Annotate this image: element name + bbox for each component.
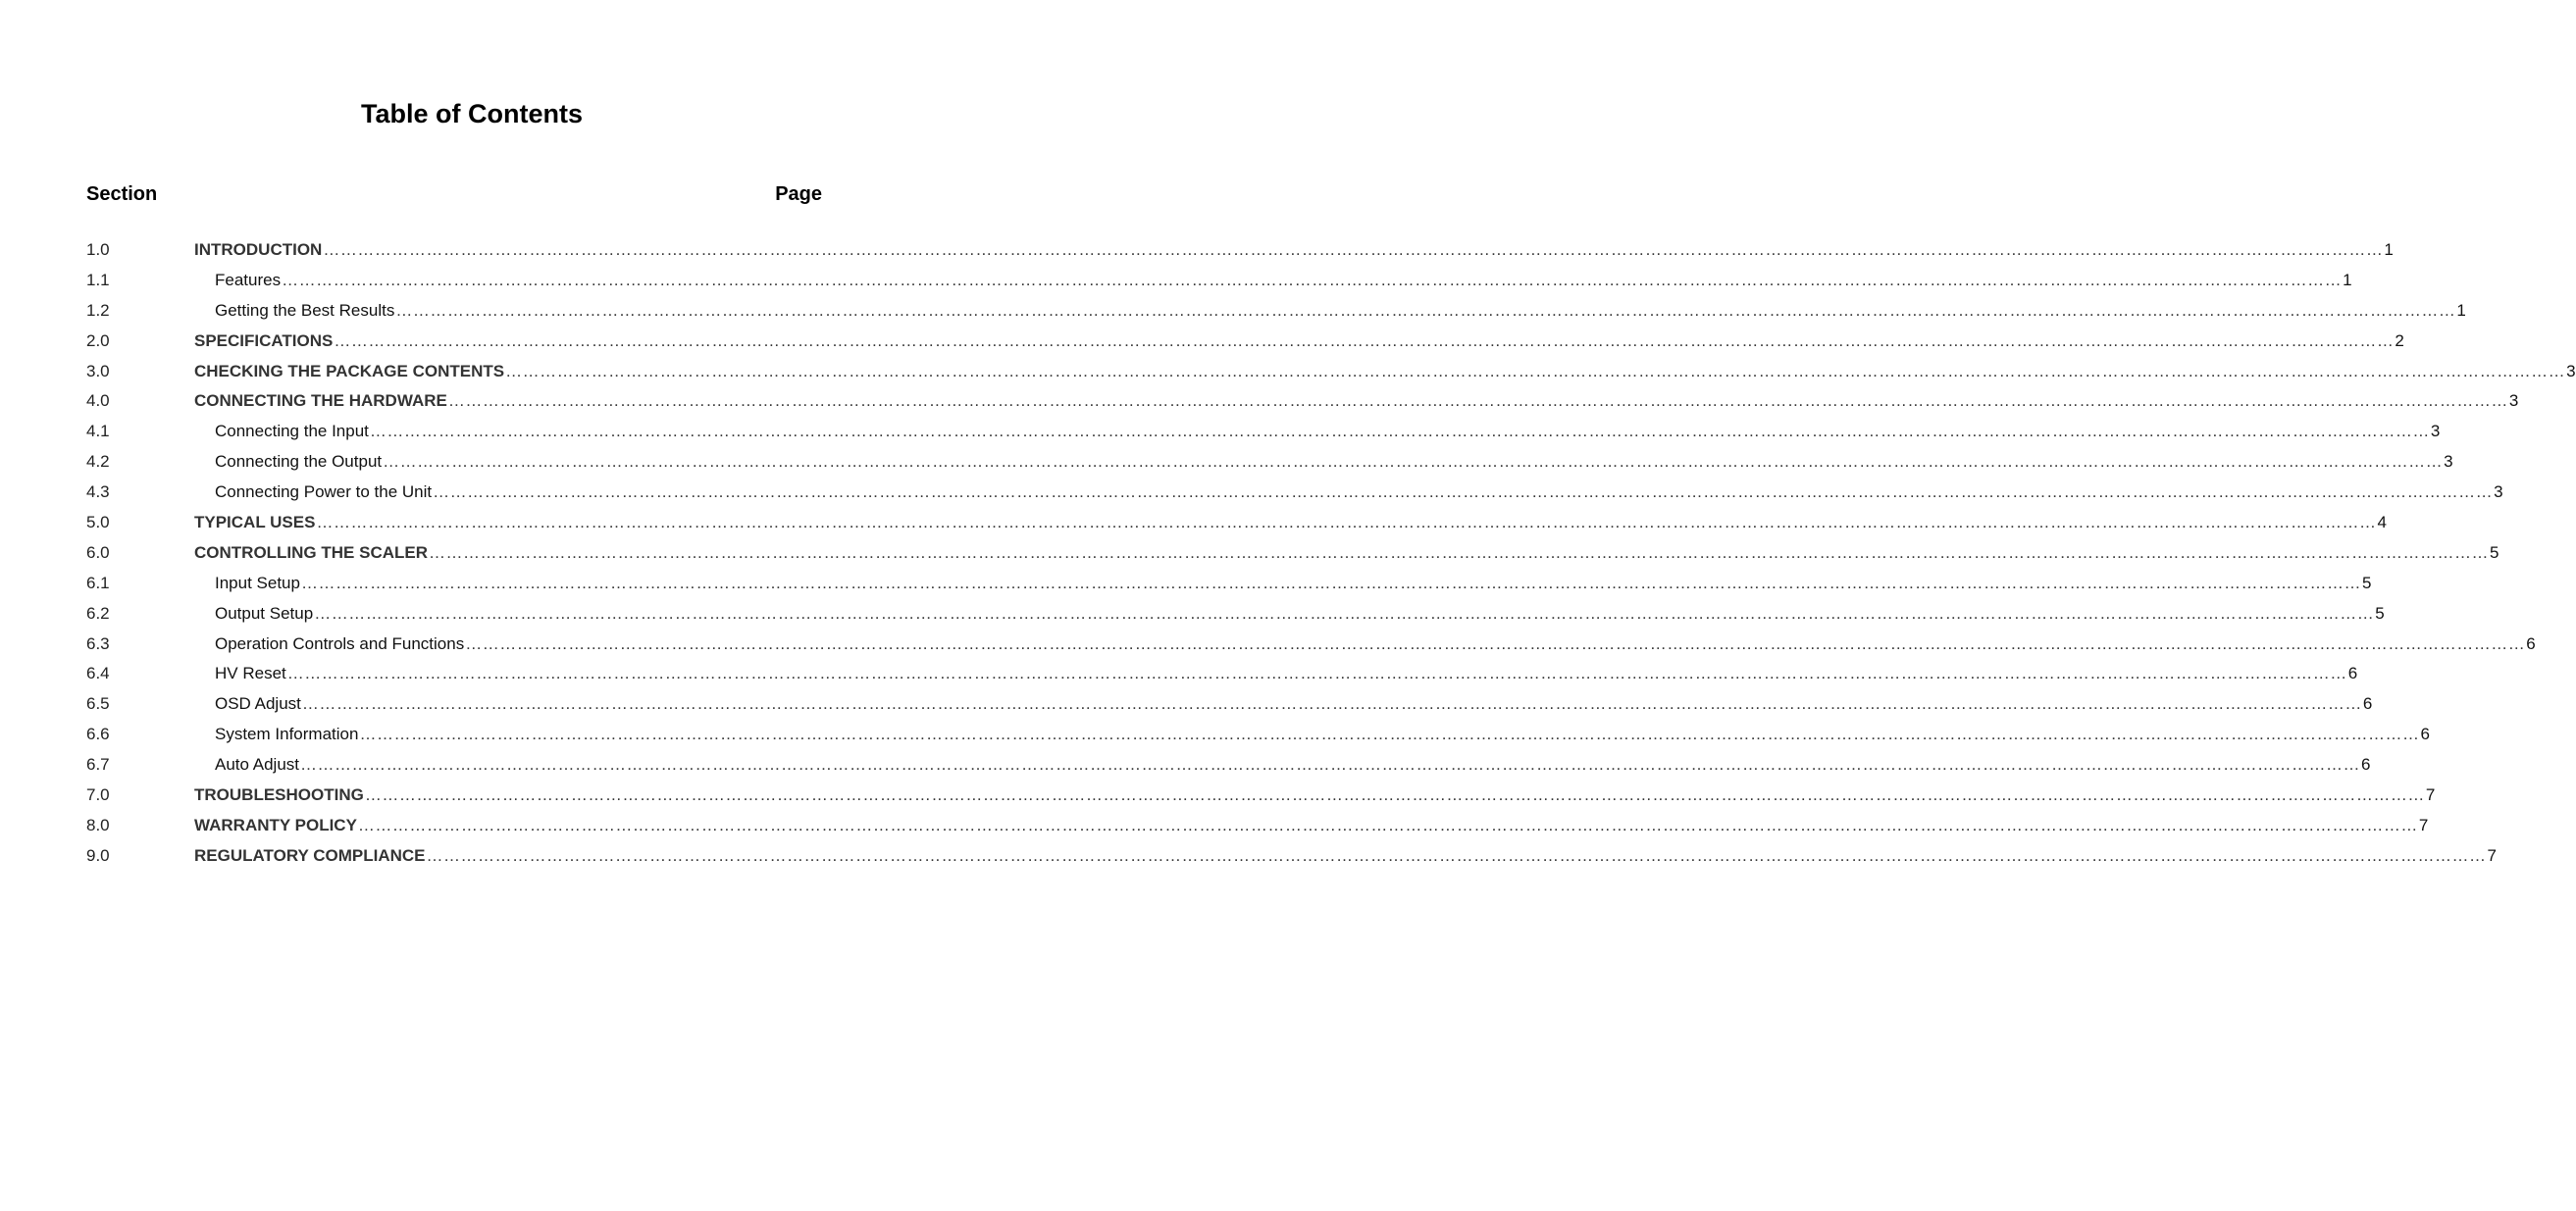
toc-entry-line xyxy=(194,842,2497,870)
toc-entry-line xyxy=(215,631,2536,658)
toc-entry-title: WARRANTY POLICY xyxy=(194,815,357,834)
toc-entry-line xyxy=(194,236,2394,264)
toc-entry-line xyxy=(215,448,2453,476)
toc-entry[interactable] xyxy=(0,418,2441,448)
toc-entry-title: OSD Adjust xyxy=(215,694,301,714)
dot-leader: ……………………………………………………………………………………………………………………………………………………………………………………………………………………………………………………………………………………………………………………………… xyxy=(465,633,2526,653)
toc-entry-line xyxy=(215,267,2352,294)
dot-leader: ……………………………………………………………………………………………………………………………………………………………………………………………………………………………………………………………………………………………………………………………… xyxy=(316,513,2377,532)
toc-entry[interactable] xyxy=(0,570,2372,600)
toc-entry[interactable] xyxy=(0,600,2385,631)
dot-leader: ……………………………………………………………………………………………………………………………………………………………………………………………………………………………………………………………………………………………………………………………… xyxy=(395,300,2456,320)
dot-leader: ……………………………………………………………………………………………………………………………………………………………………………………………………………………………………………………………………………………………………………………………… xyxy=(334,330,2395,350)
toc-entry-title: INTRODUCTION xyxy=(194,240,323,259)
toc-entry-line xyxy=(215,297,2466,325)
toc-entry-number: 4.2 xyxy=(86,452,110,472)
toc-entry[interactable] xyxy=(0,236,2394,267)
dot-leader: ……………………………………………………………………………………………………………………………………………………………………………………………………………………………………………………………………………………………………………………………… xyxy=(301,694,2362,714)
toc-entry-page: 6 xyxy=(2361,755,2371,775)
toc-entry[interactable] xyxy=(0,448,2453,479)
section-column-header: Section xyxy=(86,183,158,205)
toc-entry-number: 6.5 xyxy=(86,694,110,714)
toc-entry-title: System Information xyxy=(215,725,359,744)
toc-entry-line xyxy=(194,539,2499,567)
toc-entry-page: 3 xyxy=(2508,391,2519,411)
toc-entry-line xyxy=(215,751,2371,779)
toc-list xyxy=(0,236,2576,873)
toc-entry-title: HV Reset xyxy=(215,664,286,683)
toc-entry-title: Output Setup xyxy=(215,603,314,623)
toc-entry-line xyxy=(215,721,2430,748)
toc-entry-number: 6.2 xyxy=(86,603,110,623)
toc-entry-number: 6.1 xyxy=(86,573,110,592)
dot-leader: ……………………………………………………………………………………………………………………………………………………………………………………………………………………………………………………………………………………………………………………………… xyxy=(323,240,2384,259)
toc-entry-number: 8.0 xyxy=(86,815,110,834)
toc-entry-title: Operation Controls and Functions xyxy=(215,633,465,653)
dot-leader: ……………………………………………………………………………………………………………………………………………………………………………………………………………………………………………………………………………………………………………………………… xyxy=(369,422,2430,441)
toc-entry-page: 2 xyxy=(2395,330,2404,350)
toc-entry-page: 1 xyxy=(2456,300,2466,320)
toc-entry-page: 7 xyxy=(2418,815,2429,834)
dot-leader: ……………………………………………………………………………………………………………………………………………………………………………………………………………………………………………………………………………………………………………………………… xyxy=(505,361,2566,380)
toc-entry-line xyxy=(194,387,2519,415)
toc-entry-title: TROUBLESHOOTING xyxy=(194,785,364,805)
dot-leader: ……………………………………………………………………………………………………………………………………………………………………………………………………………………………………………………………………………………………………………………………… xyxy=(314,603,2375,623)
toc-entry[interactable] xyxy=(0,812,2429,842)
toc-entry-line xyxy=(215,479,2503,506)
toc-entry-number: 4.3 xyxy=(86,482,110,502)
toc-entry[interactable] xyxy=(0,358,2576,388)
dot-leader: ……………………………………………………………………………………………………………………………………………………………………………………………………………………………………………………………………………………………………………………………… xyxy=(383,452,2444,472)
toc-entry-line xyxy=(215,418,2441,445)
toc-entry-page: 1 xyxy=(2343,270,2352,289)
toc-entry-page: 7 xyxy=(2487,845,2497,865)
toc-entry[interactable] xyxy=(0,660,2358,690)
toc-entry[interactable] xyxy=(0,842,2497,873)
dot-leader: ……………………………………………………………………………………………………………………………………………………………………………………………………………………………………………………………………………………………………………………………… xyxy=(300,573,2361,592)
toc-entry[interactable] xyxy=(0,387,2519,418)
toc-entry[interactable] xyxy=(0,751,2371,782)
toc-entry-line xyxy=(194,328,2404,355)
toc-entry-number: 1.0 xyxy=(86,240,110,259)
dot-leader: ……………………………………………………………………………………………………………………………………………………………………………………………………………………………………………………………………………………………………………………………… xyxy=(357,815,2418,834)
toc-entry-title: CONNECTING THE HARDWARE xyxy=(194,391,447,411)
dot-leader: ……………………………………………………………………………………………………………………………………………………………………………………………………………………………………………………………………………………………………………………………… xyxy=(447,391,2508,411)
toc-entry[interactable] xyxy=(0,267,2352,297)
toc-entry-page: 5 xyxy=(2361,573,2372,592)
dot-leader: ……………………………………………………………………………………………………………………………………………………………………………………………………………………………………………………………………………………………………………………………… xyxy=(429,542,2489,562)
toc-entry[interactable] xyxy=(0,721,2430,751)
toc-entry-title: Connecting the Input xyxy=(215,422,369,441)
toc-entry[interactable] xyxy=(0,539,2499,570)
dot-leader: ……………………………………………………………………………………………………………………………………………………………………………………………………………………………………………………………………………………………………………………………… xyxy=(300,755,2361,775)
toc-entry-number: 9.0 xyxy=(86,845,110,865)
toc-entry-title: Auto Adjust xyxy=(215,755,300,775)
toc-entry-title: TYPICAL USES xyxy=(194,513,316,532)
toc-entry-page: 3 xyxy=(2494,482,2503,502)
toc-entry-line xyxy=(215,570,2372,597)
toc-entry-title: Connecting the Output xyxy=(215,452,383,472)
toc-entry-page: 5 xyxy=(2490,542,2499,562)
toc-entry-page: 3 xyxy=(2566,361,2576,380)
toc-entry-number: 6.0 xyxy=(86,542,110,562)
toc-entry-page: 4 xyxy=(2377,513,2387,532)
toc-entry-line xyxy=(194,782,2436,809)
toc-entry-title: SPECIFICATIONS xyxy=(194,330,334,350)
toc-entry[interactable] xyxy=(0,297,2466,328)
toc-entry-title: Connecting Power to the Unit xyxy=(215,482,433,502)
toc-entry[interactable] xyxy=(0,479,2503,509)
toc-entry-title: Input Setup xyxy=(215,573,300,592)
toc-entry-number: 2.0 xyxy=(86,330,110,350)
toc-entry-title: Getting the Best Results xyxy=(215,300,395,320)
toc-entry-page: 1 xyxy=(2384,240,2394,259)
page-column-header: Page xyxy=(775,183,822,205)
toc-entry-number: 5.0 xyxy=(86,513,110,532)
dot-leader: ……………………………………………………………………………………………………………………………………………………………………………………………………………………………………………………………………………………………………………………………… xyxy=(364,785,2425,805)
toc-entry-number: 6.6 xyxy=(86,725,110,744)
toc-entry[interactable] xyxy=(0,690,2373,721)
toc-entry-title: Features xyxy=(215,270,282,289)
toc-entry-line xyxy=(215,600,2385,628)
toc-entry-number: 4.1 xyxy=(86,422,110,441)
toc-entry-line xyxy=(194,358,2576,385)
toc-entry-number: 6.4 xyxy=(86,664,110,683)
toc-entry-page: 5 xyxy=(2375,603,2385,623)
dot-leader: ……………………………………………………………………………………………………………………………………………………………………………………………………………………………………………………………………………………………………………………………… xyxy=(282,270,2343,289)
page-title: Table of Contents xyxy=(361,99,583,128)
toc-entry-page: 3 xyxy=(2430,422,2441,441)
toc-entry-line xyxy=(194,509,2387,536)
dot-leader: ……………………………………………………………………………………………………………………………………………………………………………………………………………………………………………………………………………………………………………………………… xyxy=(359,725,2420,744)
toc-entry-number: 3.0 xyxy=(86,361,110,380)
toc-entry[interactable] xyxy=(0,509,2387,539)
toc-entry-number: 7.0 xyxy=(86,785,110,805)
toc-entry-number: 1.2 xyxy=(86,300,110,320)
toc-entry-title: REGULATORY COMPLIANCE xyxy=(194,845,426,865)
toc-entry-page: 6 xyxy=(2347,664,2358,683)
toc-entry-line xyxy=(215,660,2358,687)
toc-entry-page: 6 xyxy=(2362,694,2373,714)
toc-entry-number: 1.1 xyxy=(86,270,110,289)
toc-entry-line xyxy=(215,690,2373,718)
toc-entry-number: 6.7 xyxy=(86,755,110,775)
dot-leader: ……………………………………………………………………………………………………………………………………………………………………………………………………………………………………………………………………………………………………………………………… xyxy=(426,845,2487,865)
toc-entry-number: 4.0 xyxy=(86,391,110,411)
toc-entry[interactable] xyxy=(0,631,2536,661)
toc-entry-number: 6.3 xyxy=(86,633,110,653)
dot-leader: ……………………………………………………………………………………………………………………………………………………………………………………………………………………………………………………………………………………………………………………………… xyxy=(433,482,2494,502)
toc-entry-line xyxy=(194,812,2429,839)
toc-entry-title: CONTROLLING THE SCALER xyxy=(194,542,428,562)
toc-entry-title: CHECKING THE PACKAGE CONTENTS xyxy=(194,361,505,380)
toc-entry[interactable] xyxy=(0,782,2436,812)
toc-entry-page: 6 xyxy=(2420,725,2430,744)
dot-leader: ……………………………………………………………………………………………………………………………………………………………………………………………………………………………………………………………………………………………………………………………… xyxy=(286,664,2347,683)
toc-entry-page: 7 xyxy=(2425,785,2436,805)
toc-entry-page: 3 xyxy=(2444,452,2453,472)
toc-entry-page: 6 xyxy=(2526,633,2536,653)
toc-entry[interactable] xyxy=(0,328,2404,358)
